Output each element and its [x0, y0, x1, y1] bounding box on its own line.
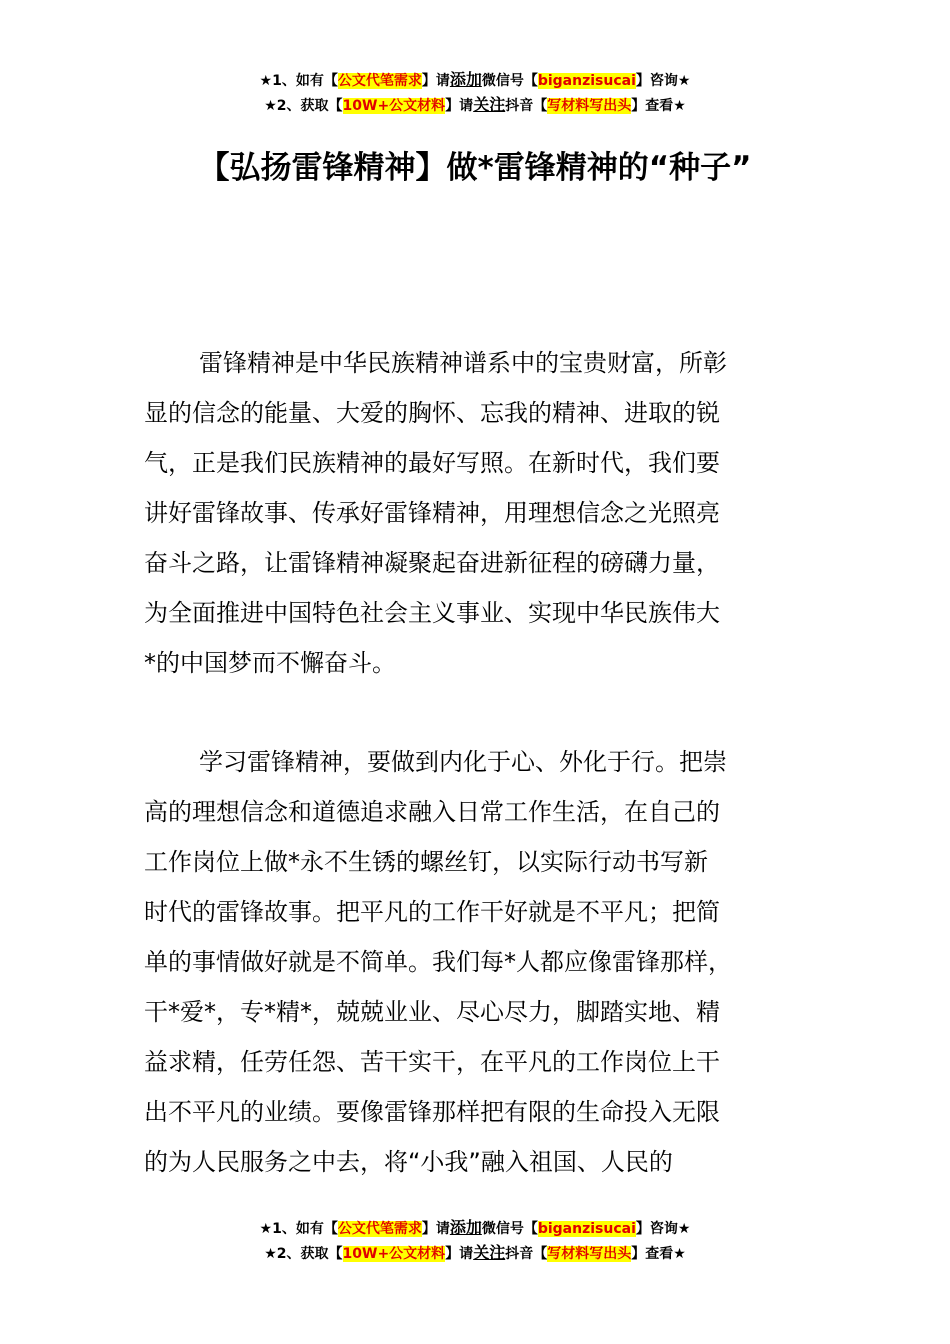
paragraph-line: 益求精，任劳任怨、苦干实干，在平凡的工作岗位上干: [144, 1048, 720, 1076]
paragraph-line: 单的事情做好就是不简单。我们每*人都应像雷锋那样，: [144, 948, 732, 976]
paragraph-line: 出不平凡的业绩。要像雷锋那样把有限的生命投入无限: [144, 1098, 720, 1126]
promo-line-1: [0, 1216, 950, 1241]
promo-text: 】查看★: [631, 1246, 686, 1262]
body-paragraph: [144, 338, 834, 688]
promo-text: 抖音【: [505, 98, 548, 114]
paragraph-line: 学习雷锋精神，要做到内化于心、外化于行。把崇: [199, 748, 727, 776]
body-paragraph: [144, 737, 834, 1187]
promo-emphasis: 关注: [473, 95, 506, 114]
promo-highlight-materials: 10W+公文材料: [342, 1246, 446, 1262]
footer-promo-banner: [0, 1216, 950, 1266]
paragraph-line: 为全面推进中国特色社会主义事业、实现中华民族伟大: [144, 599, 720, 627]
promo-line-2: [0, 1241, 950, 1266]
promo-emphasis: 添加: [449, 1218, 482, 1237]
paragraph-line: 时代的雷锋故事。把平凡的工作干好就是不平凡；把简: [144, 898, 720, 926]
promo-highlight-service: 公文代笔需求: [337, 1221, 422, 1237]
promo-text: ★2、获取【: [264, 1246, 343, 1262]
promo-text: 】请: [421, 1221, 450, 1237]
promo-highlight-materials: 10W+公文材料: [342, 98, 446, 114]
promo-text: 】咨询★: [635, 1221, 691, 1237]
paragraph-line: *的中国梦而不懈奋斗。: [144, 649, 396, 677]
paragraph-line: 气，正是我们民族精神的最好写照。在新时代，我们要: [144, 449, 720, 477]
promo-text: 微信号【: [481, 73, 538, 89]
header-promo-banner: [0, 68, 950, 118]
promo-highlight-wechat-id: biganzisucai: [537, 1221, 636, 1237]
paragraph-line: 的为人民服务之中去，将“小我”融入祖国、人民的: [144, 1148, 673, 1176]
promo-emphasis: 关注: [473, 1243, 506, 1262]
promo-emphasis: 添加: [449, 70, 482, 89]
document-title: 【弘扬雷锋精神】做*雷锋精神的“种子”: [198, 150, 752, 186]
promo-line-1: [0, 68, 950, 93]
promo-line-2: [0, 93, 950, 118]
paragraph-line: 讲好雷锋故事、传承好雷锋精神，用理想信念之光照亮: [144, 499, 720, 527]
promo-text: ★1、如有【: [259, 73, 338, 89]
promo-text: 微信号【: [481, 1221, 538, 1237]
promo-text: 抖音【: [505, 1246, 548, 1262]
promo-text: ★2、获取【: [264, 98, 343, 114]
promo-text: 】请: [445, 1246, 474, 1262]
promo-text: 】请: [421, 73, 450, 89]
paragraph-line: 干*爱*，专*精*，兢兢业业、尽心尽力，脚踏实地、精: [144, 998, 720, 1026]
promo-text: 】咨询★: [635, 73, 691, 89]
promo-text: 】查看★: [631, 98, 686, 114]
promo-highlight-douyin-id: 写材料写出头: [547, 98, 632, 114]
promo-highlight-douyin-id: 写材料写出头: [547, 1246, 632, 1262]
promo-text: ★1、如有【: [259, 1221, 338, 1237]
paragraph-line: 工作岗位上做*永不生锈的螺丝钉，以实际行动书写新: [144, 848, 708, 876]
paragraph-line: 雷锋精神是中华民族精神谱系中的宝贵财富，所彰: [199, 349, 727, 377]
paragraph-line: 显的信念的能量、大爱的胸怀、忘我的精神、进取的锐: [144, 399, 720, 427]
promo-highlight-wechat-id: biganzisucai: [537, 73, 636, 89]
paragraph-line: 高的理想信念和道德追求融入日常工作生活，在自己的: [144, 798, 720, 826]
promo-highlight-service: 公文代笔需求: [337, 73, 422, 89]
promo-text: 】请: [445, 98, 474, 114]
paragraph-line: 奋斗之路，让雷锋精神凝聚起奋进新征程的磅礴力量，: [144, 549, 720, 577]
